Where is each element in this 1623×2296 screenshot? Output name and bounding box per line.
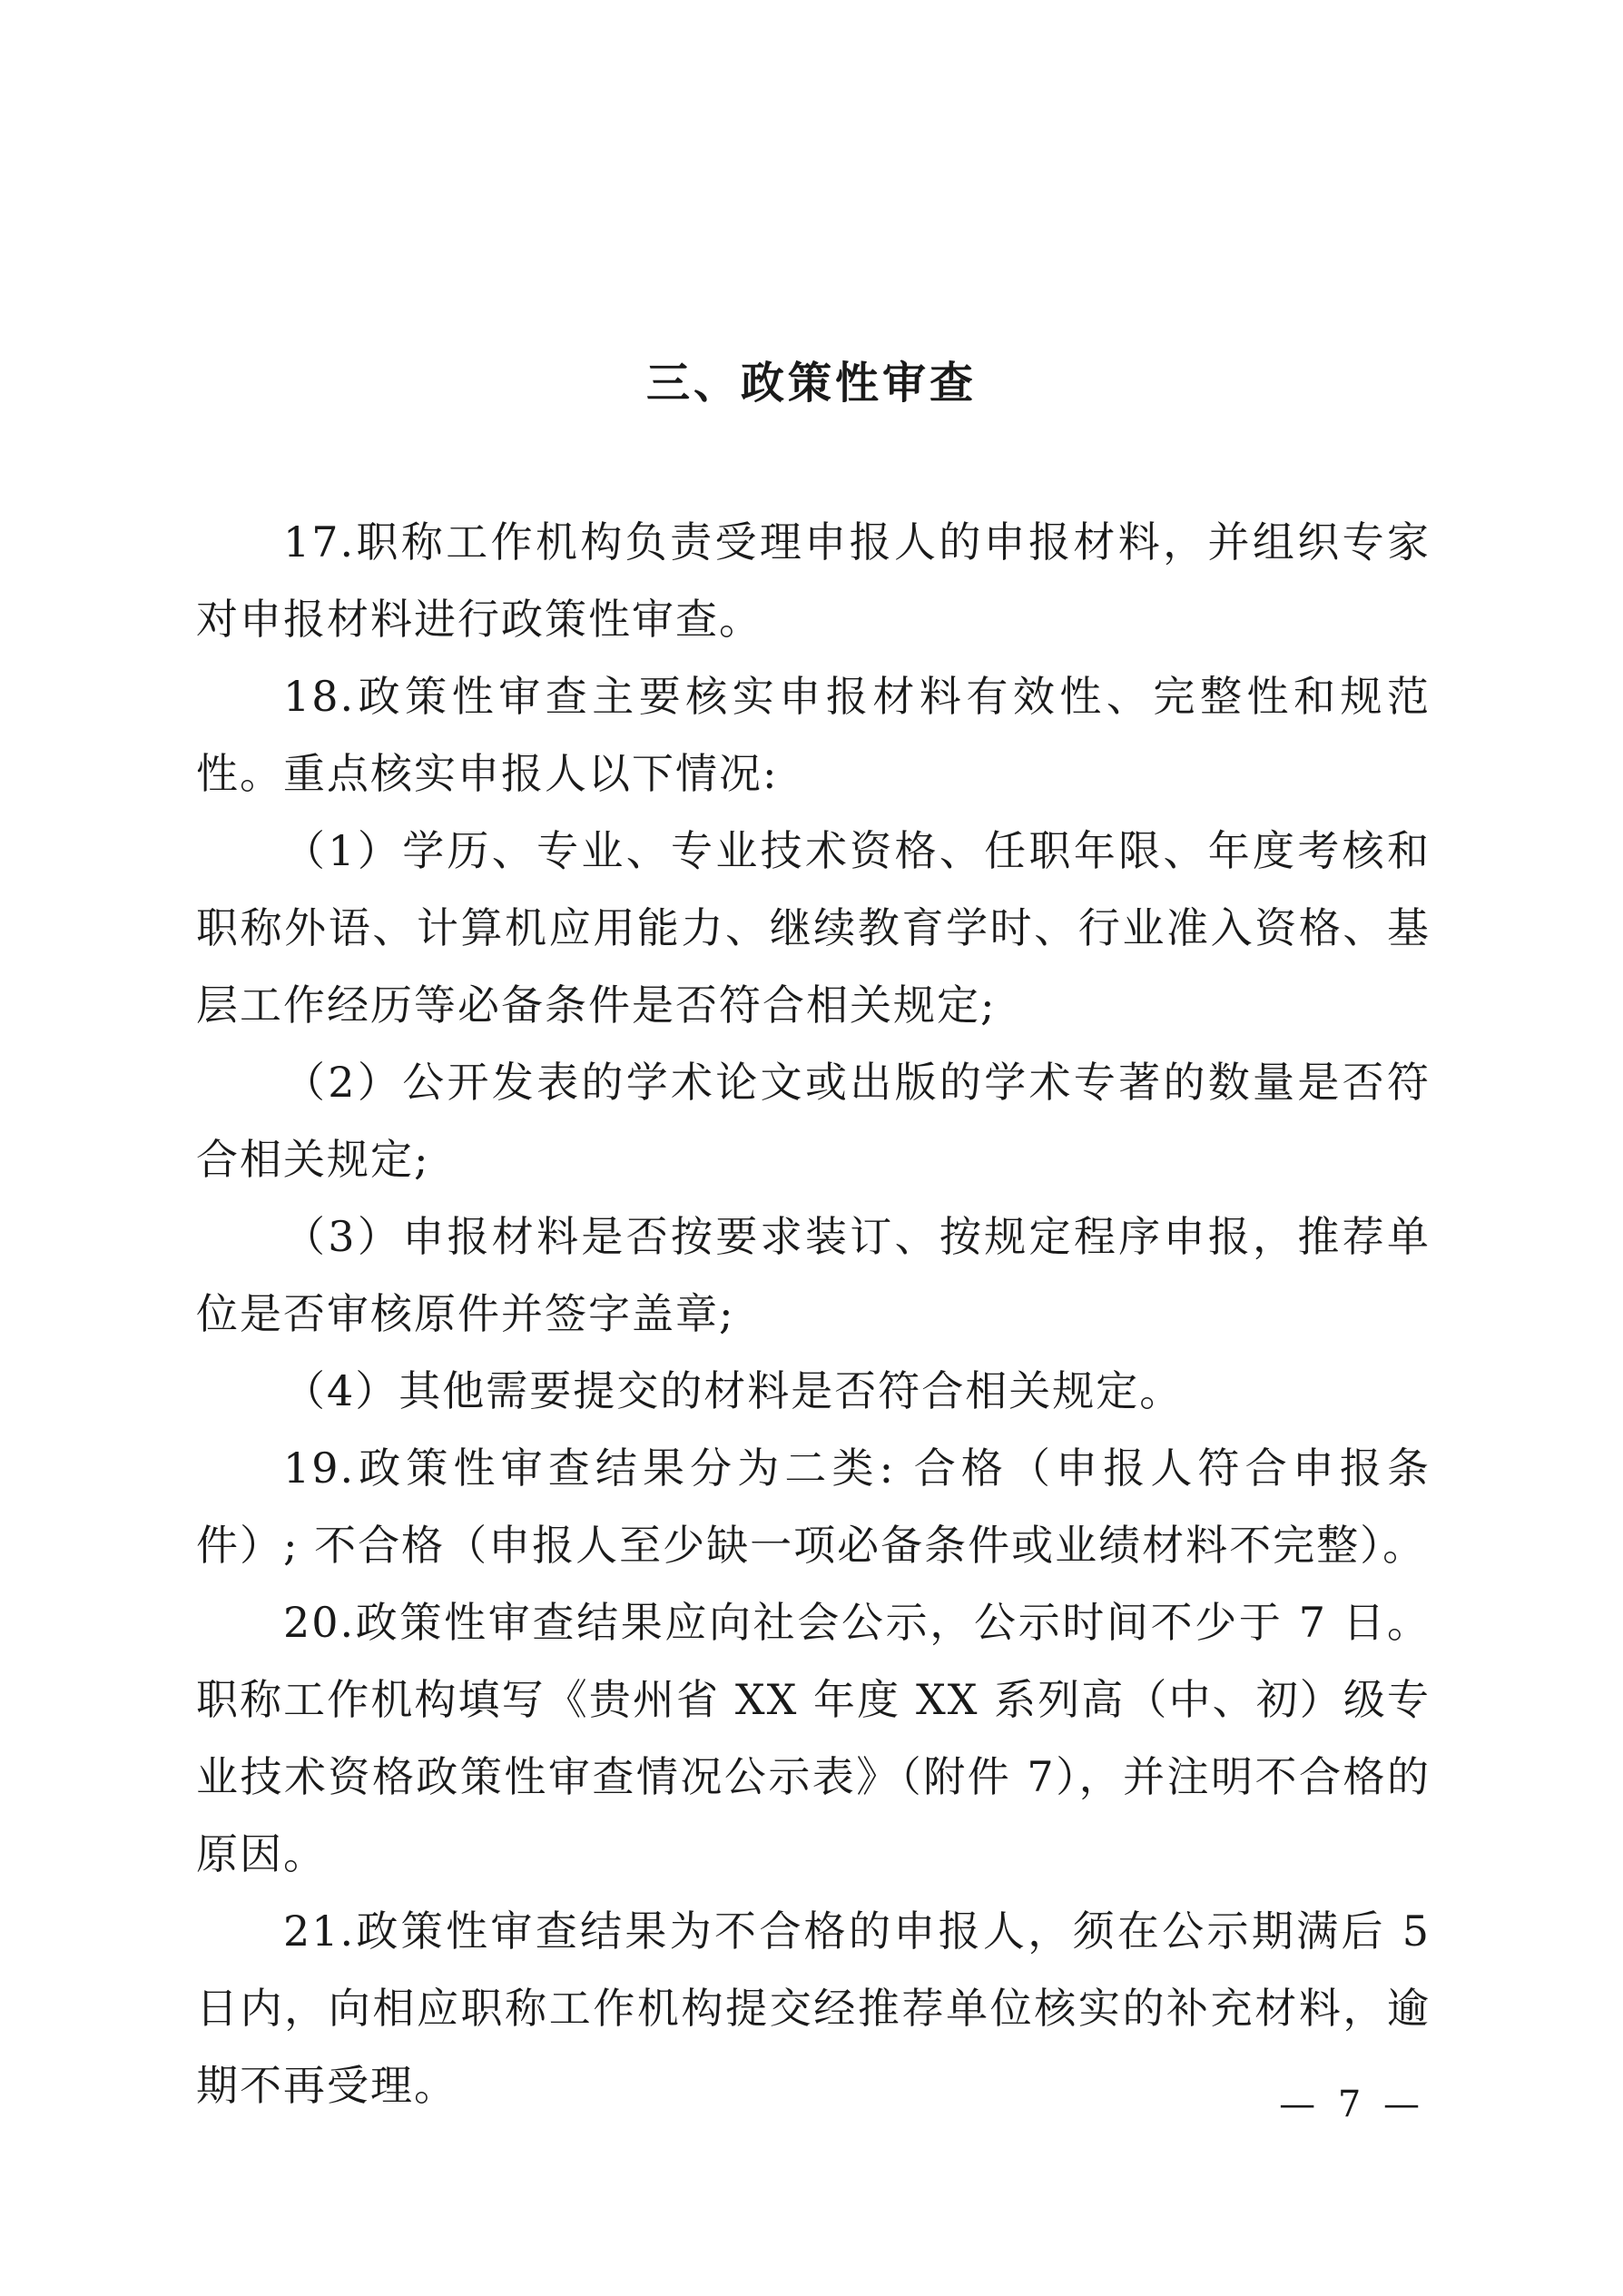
list-item-1: （1）学历、专业、专业技术资格、任职年限、年度考核和职称外语、计算机应用能力、继续教育学时、行业准入资格、基层工作经历等必备条件是否符合相关规定; — [196, 826, 1431, 1030]
page-number: — 7 — — [1279, 2084, 1425, 2125]
document-body — [196, 504, 1431, 2124]
list-item-3: （3）申报材料是否按要求装订、按规定程序申报，推荐单位是否审核原件并签字盖章; — [196, 1212, 1431, 1338]
paragraph-18: 18.政策性审查主要核实申报材料有效性、完整性和规范性。重点核实申报人以下情况: — [196, 672, 1431, 798]
paragraph-21: 21.政策性审查结果为不合格的申报人，须在公示期满后 5 日内，向相应职称工作机构提交经推荐单位核实的补充材料，逾期不再受理。 — [196, 1907, 1431, 2110]
section-title: 三、政策性审查 — [645, 358, 977, 409]
list-item-2: （2）公开发表的学术论文或出版的学术专著的数量是否符合相关规定; — [196, 1058, 1431, 1184]
paragraph-19: 19.政策性审查结果分为二类: 合格（申报人符合申报条件）; 不合格（申报人至少缺一项必备条件或业绩材料不完整）。 — [196, 1444, 1431, 1570]
paragraph-17: 17.职称工作机构负责受理申报人的申报材料，并组织专家对申报材料进行政策性审查。 — [196, 517, 1431, 644]
list-item-4: （4）其他需要提交的材料是否符合相关规定。 — [283, 1366, 1184, 1415]
paragraph-20: 20.政策性审查结果应向社会公示，公示时间不少于 7 日。职称工作机构填写《贵州省 XX 年度 XX 系列高（中、初）级专业技术资格政策性审查情况公示表》（附件 7），并注明不合格的原因。 — [196, 1598, 1431, 1878]
